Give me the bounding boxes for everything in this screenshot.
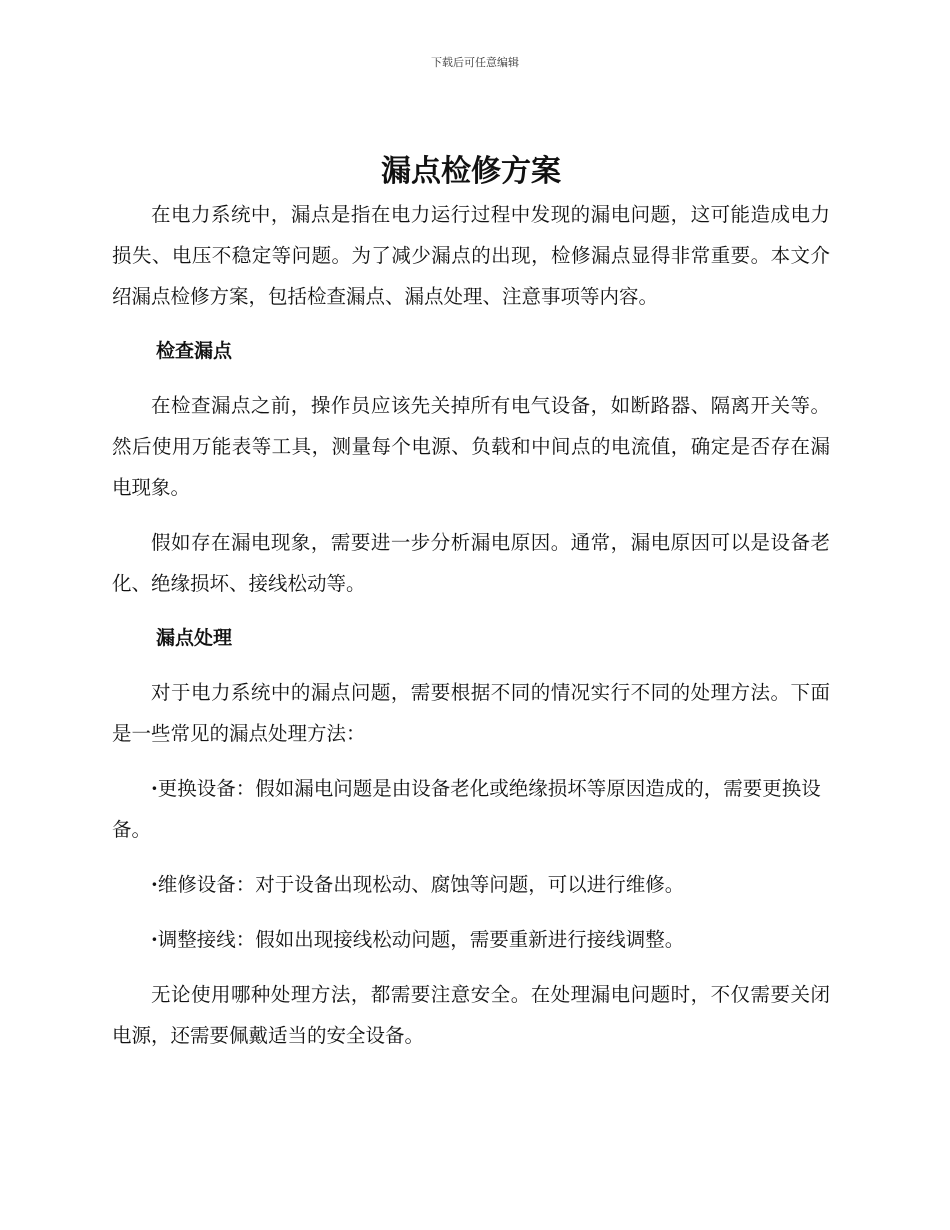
document-body bbox=[112, 150, 830, 1070]
intro-paragraph: 在电力系统中，漏点是指在电力运行过程中发现的漏电问题，这可能造成电力损失、电压不稳定等问题。为了减少漏点的出现，检修漏点显得非常重要。本文介绍漏点检修方案，包括检查漏点、漏点处理、注意事项等内容。 bbox=[112, 203, 830, 308]
section-heading-check: 检查漏点 bbox=[156, 340, 233, 362]
bullet-dot-icon: · bbox=[151, 928, 158, 951]
bullet-text: 更换设备：假如漏电问题是由设备老化或绝缘损坏等原因造成的，需要更换设备。 bbox=[112, 777, 821, 841]
bullet-dot-icon: · bbox=[151, 777, 158, 800]
bullet-text: 调整接线：假如出现接线松动问题，需要重新进行接线调整。 bbox=[157, 928, 685, 951]
section-heading-handling: 漏点处理 bbox=[156, 627, 233, 649]
page-header-note: 下载后可任意编辑 bbox=[431, 56, 519, 69]
check-paragraph-2: 假如存在漏电现象，需要进一步分析漏电原因。通常，漏电原因可以是设备老化、绝缘损坏、接线松动等。 bbox=[112, 531, 830, 595]
bullet-item-repair bbox=[112, 864, 830, 905]
handling-closing-paragraph: 无论使用哪种处理方法，都需要注意安全。在处理漏电问题时，不仅需要关闭电源，还需要佩戴适当的安全设备。 bbox=[112, 983, 830, 1047]
check-paragraph-1: 在检查漏点之前，操作员应该先关掉所有电气设备，如断路器、隔离开关等。然后使用万能表等工具，测量每个电源、负载和中间点的电流值，确定是否存在漏电现象。 bbox=[112, 394, 830, 499]
bullet-text: 维修设备：对于设备出现松动、腐蚀等问题，可以进行维修。 bbox=[157, 873, 685, 896]
bullet-item-replace bbox=[112, 768, 830, 850]
handling-paragraph-1: 对于电力系统中的漏点问题，需要根据不同的情况实行不同的处理方法。下面是一些常见的漏点处理方法： bbox=[112, 681, 830, 745]
document-title: 漏点检修方案 bbox=[381, 154, 561, 189]
bullet-item-rewire bbox=[112, 919, 830, 960]
bullet-dot-icon: · bbox=[151, 873, 158, 896]
